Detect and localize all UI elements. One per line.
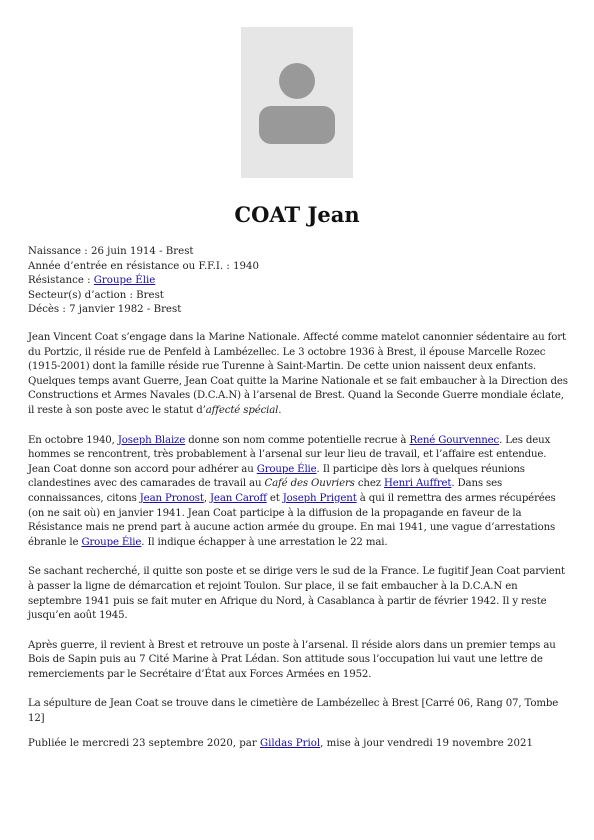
publication-footer [28, 737, 570, 752]
paragraph-4: Après guerre, il revient à Brest et retrouve un poste à l’arsenal. Il réside alors dans un premier temps au Bois de Sapin puis au 7 Cité Marine à Prat Lédan. Son attitude sous l’occupation lui vaut une lettre de remerciements par le Secrétaire d’État aux Forces Armées en 1952. [28, 639, 556, 680]
link-henri-auffret[interactable]: Henri Auffret [384, 478, 452, 490]
author-link[interactable]: Gildas Priol [260, 738, 321, 749]
text: chez [354, 478, 385, 490]
text: Jean Vincent Coat s’engage dans la Marine Nationale. Affecté comme matelot canonnier sédentaire au fort du Portzic, il réside rue de Penfeld à Lambézellec. Le 3 octobre 1936 à Brest, il épouse Marcelle Rozec (1915-2001) dont la famille réside rue Turenne à Saint-Martin. De cette union naissent deux enfants. Quelques temps avant Guerre, Jean Coat quitte la Marine Nationale et se fait embaucher à la Direction des Constructions et Armes Navales (D.C.A.N) à l’arsenal de Brest. Quand la Seconde Guerre mondiale éclate, il reste à son poste avec le statut d’ [28, 332, 568, 416]
resistance-line [28, 274, 568, 289]
text: . Il indique échapper à une arrestation le 22 mai. [141, 536, 388, 548]
biography-body [28, 331, 570, 742]
text: . Il participe dès lors à quelques réunions clandestines avec des camarades de travail au [28, 463, 525, 490]
text: En octobre 1940, [28, 434, 118, 446]
birth-line: Naissance : 26 juin 1914 - Brest [28, 246, 194, 257]
text: . [278, 404, 282, 416]
link-jean-caroff[interactable]: Jean Caroff [210, 492, 267, 504]
portrait-placeholder [241, 27, 353, 178]
link-rene-gourvennec[interactable]: René Gourvennec [409, 434, 500, 446]
resistance-label: Résistance : [28, 275, 94, 287]
entry-line: Année d’entrée en résistance ou F.F.I. : 1940 [28, 260, 259, 272]
text: . Les deux hommes se rencontrent, très probablement à l’arsenal sur leur lieu de travail, et l’affaire est entendue. Jean Coat donne son accord pour adhérer au [28, 434, 551, 475]
paragraph-1 [28, 331, 570, 419]
text: , mise à jour vendredi 19 novembre 2021 [320, 738, 533, 749]
text: , [203, 492, 210, 504]
link-groupe-elie[interactable]: Groupe Élie [256, 463, 317, 475]
link-jean-pronost[interactable]: Jean Pronost [139, 492, 204, 504]
death-line: Décès : 7 janvier 1982 - Brest [28, 304, 182, 316]
link-joseph-blaize[interactable]: Joseph Blaize [117, 434, 186, 446]
paragraph-5: La sépulture de Jean Coat se trouve dans le cimetière de Lambézellec à Brest [Carré 06, Rang 07, Tombe 12] [28, 698, 559, 725]
page-title: COAT Jean [234, 202, 360, 227]
person-placeholder-icon [259, 60, 335, 144]
text: . Dans ses connaissances, citons [28, 478, 503, 504]
text: Publiée le mercredi 23 septembre 2020, par [28, 738, 260, 749]
link-joseph-prigent[interactable]: Joseph Prigent [282, 492, 357, 504]
emphasis: Café des Ouvriers [264, 478, 355, 490]
paragraph-3: Se sachant recherché, il quitte son poste et se dirige vers le sud de la France. Le fugitif Jean Coat parvient à passer la ligne de démarcation et rejoint Toulon. Sur place, il se fait embaucher à la D.C.A.N en septembre 1941 puis se fait muter en Afrique du Nord, à Casablanca à partir de février 1942. Il y reste jusqu’en août 1945. [28, 566, 565, 622]
text: et [266, 492, 283, 504]
text: donne son nom comme potentielle recrue à [185, 434, 410, 446]
resistance-group-link[interactable]: Groupe Élie [93, 275, 156, 287]
link-groupe-elie-2[interactable]: Groupe Élie [81, 536, 142, 548]
emphasis: affecté spécial [205, 404, 279, 416]
paragraph-2 [28, 434, 570, 551]
biography-facts [28, 245, 568, 318]
sector-line: Secteur(s) d’action : Brest [28, 289, 164, 301]
text: à qui il remettra des armes récupérées (on ne sait où) en janvier 1941. Jean Coat participe à la diffusion de la propagande en faveur de la Résistance mais ne prend part à aucune action armée du groupe. En mai 1941, une vague d’arrestations ébranle le [28, 492, 556, 548]
